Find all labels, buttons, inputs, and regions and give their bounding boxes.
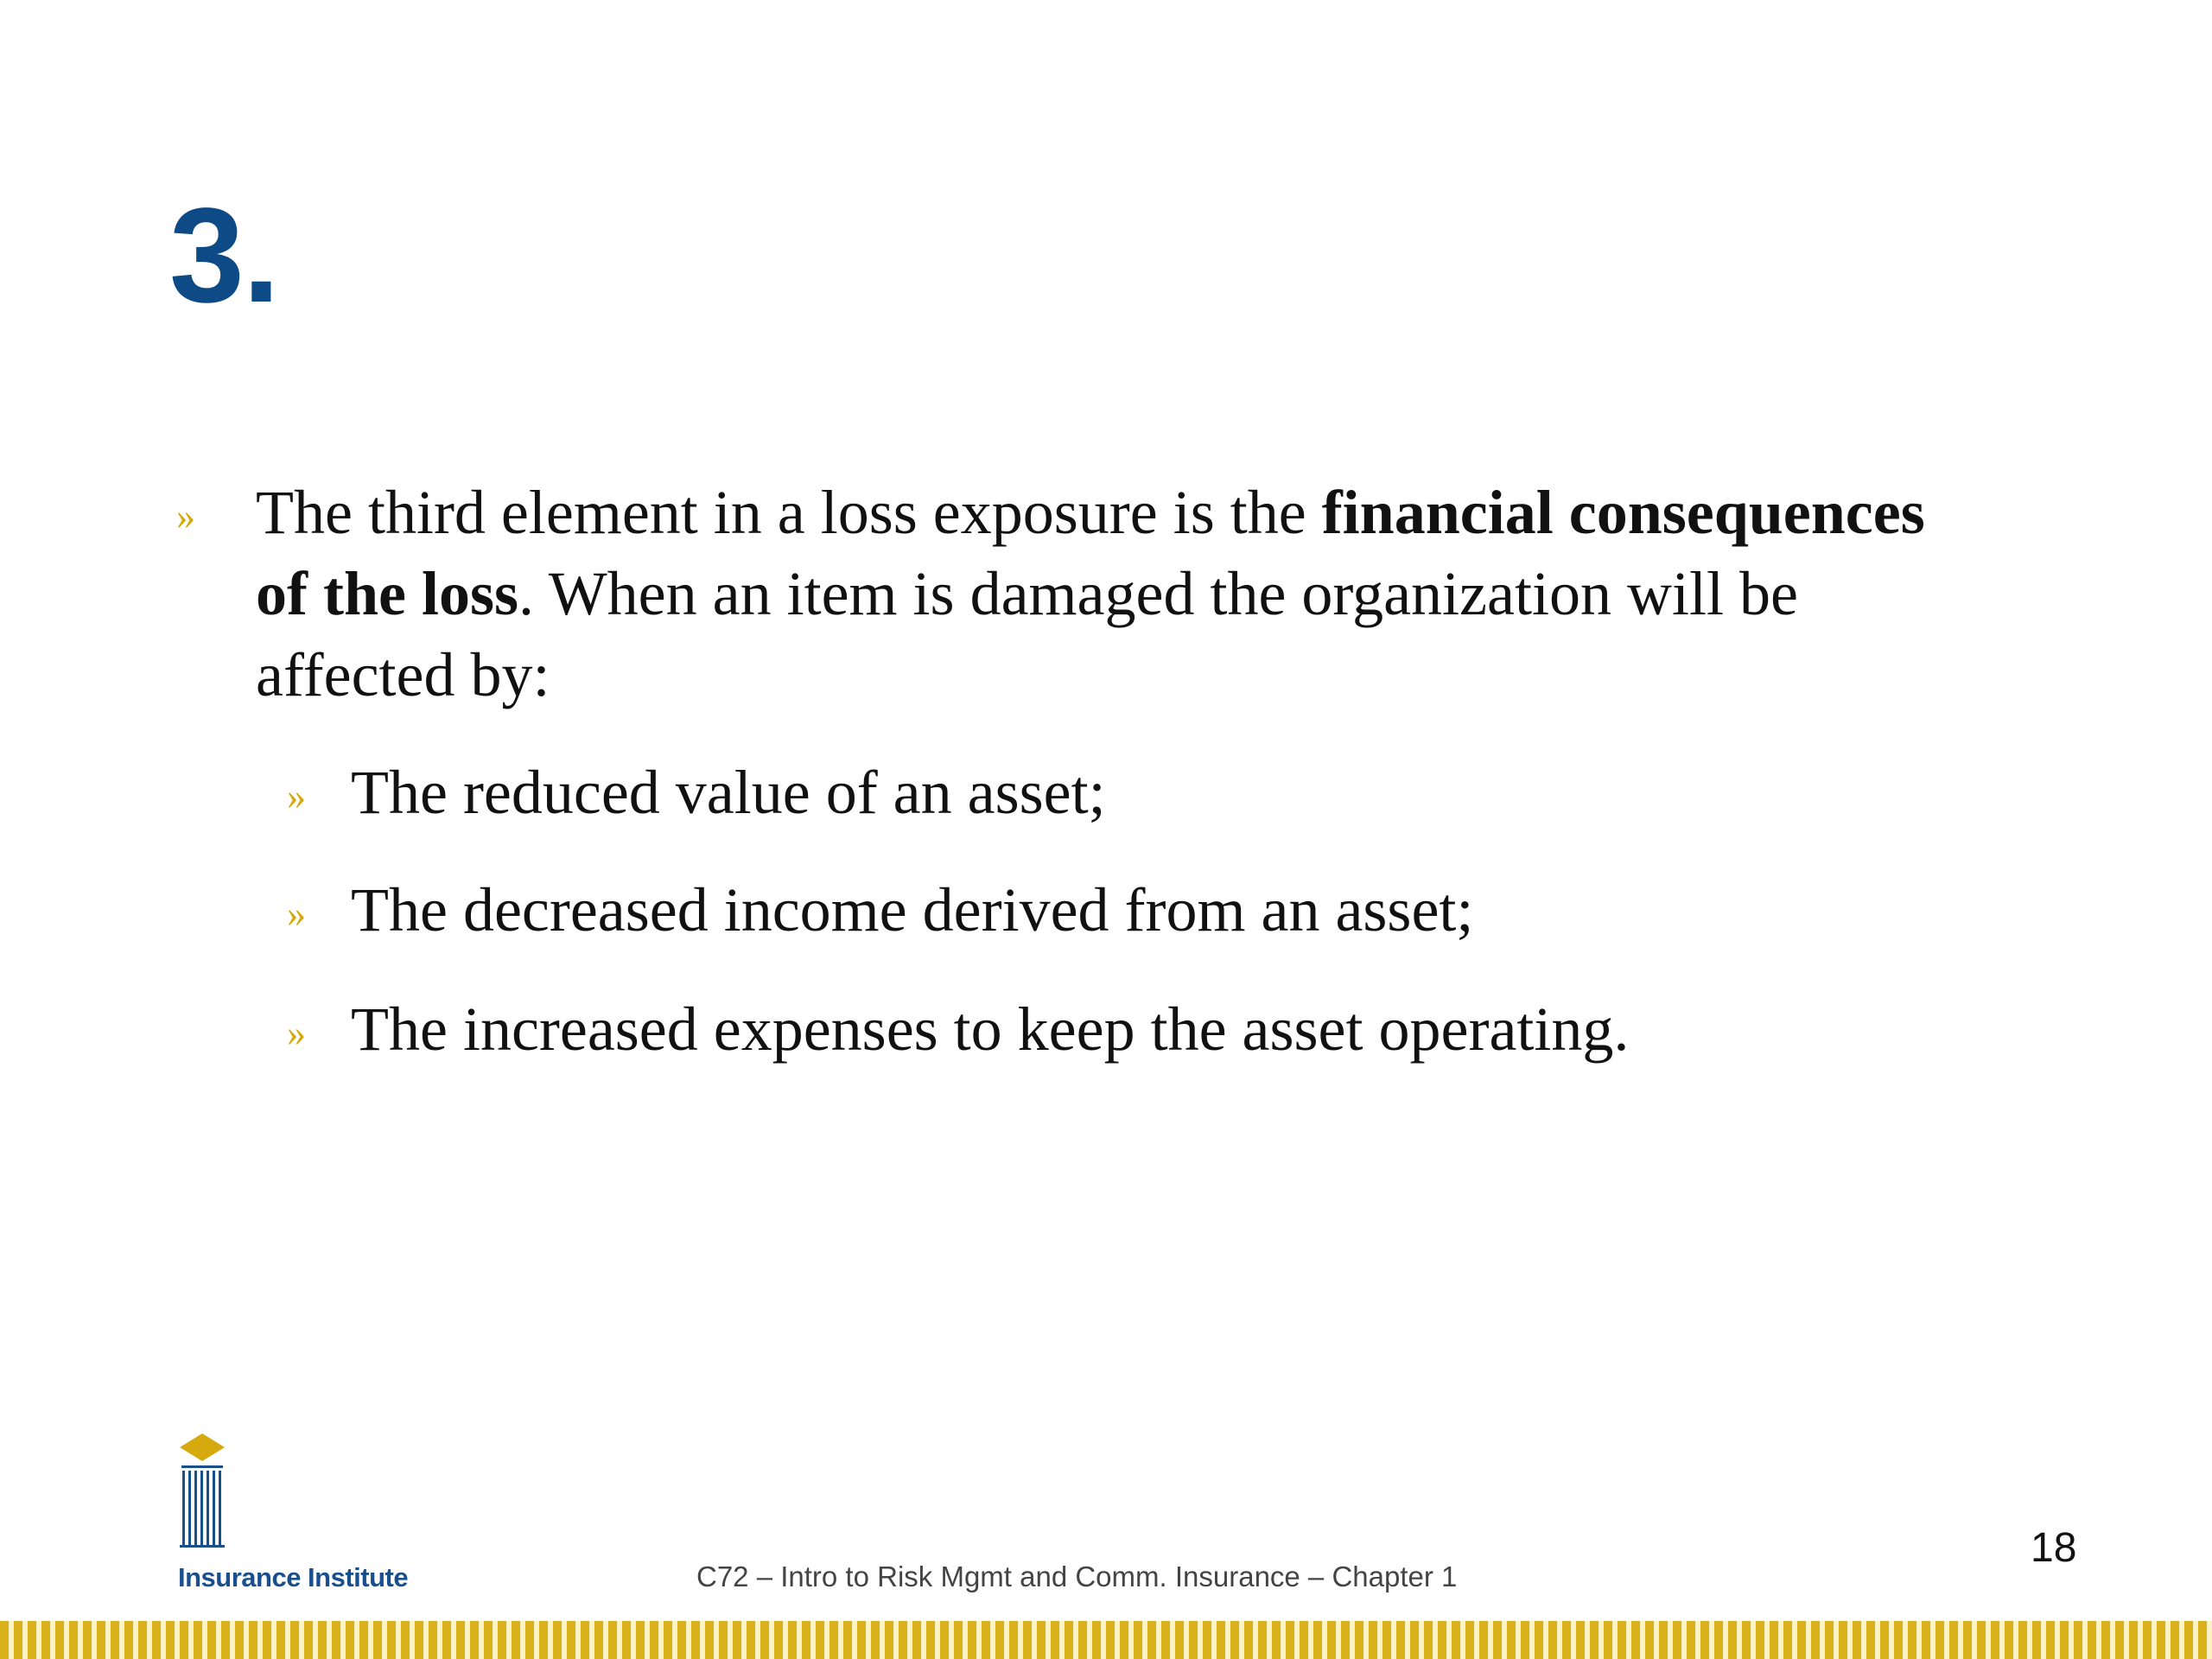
main-bullet-text-2: . When an item is damaged the organization will be affected by: [256, 559, 1798, 709]
footer-stripe [0, 1621, 2212, 1659]
slide-title: 3. [169, 181, 279, 331]
sub-bullet-1: The reduced value of an asset; [351, 758, 1106, 827]
page-number: 18 [2031, 1525, 2077, 1571]
sub-bullet-chevron-icon: » [287, 893, 306, 935]
bullet-chevron-icon: » [176, 495, 195, 537]
sub-bullet-chevron-icon: » [287, 1012, 306, 1054]
main-bullet-bold: financial consequences of the loss [256, 478, 1925, 628]
main-bullet [256, 472, 1984, 715]
footer-text: C72 – Intro to Risk Mgmt and Comm. Insurance – Chapter 1 [696, 1560, 1458, 1592]
logo-text: Insurance Institute [178, 1562, 409, 1592]
sub-bullet-2: The decreased income derived from an asset; [351, 875, 1474, 944]
sub-bullet-3: The increased expenses to keep the asset operating. [351, 995, 1630, 1064]
sub-bullet-chevron-icon: » [287, 775, 306, 817]
main-bullet-text-1: The third element in a loss exposure is the [256, 478, 1322, 547]
